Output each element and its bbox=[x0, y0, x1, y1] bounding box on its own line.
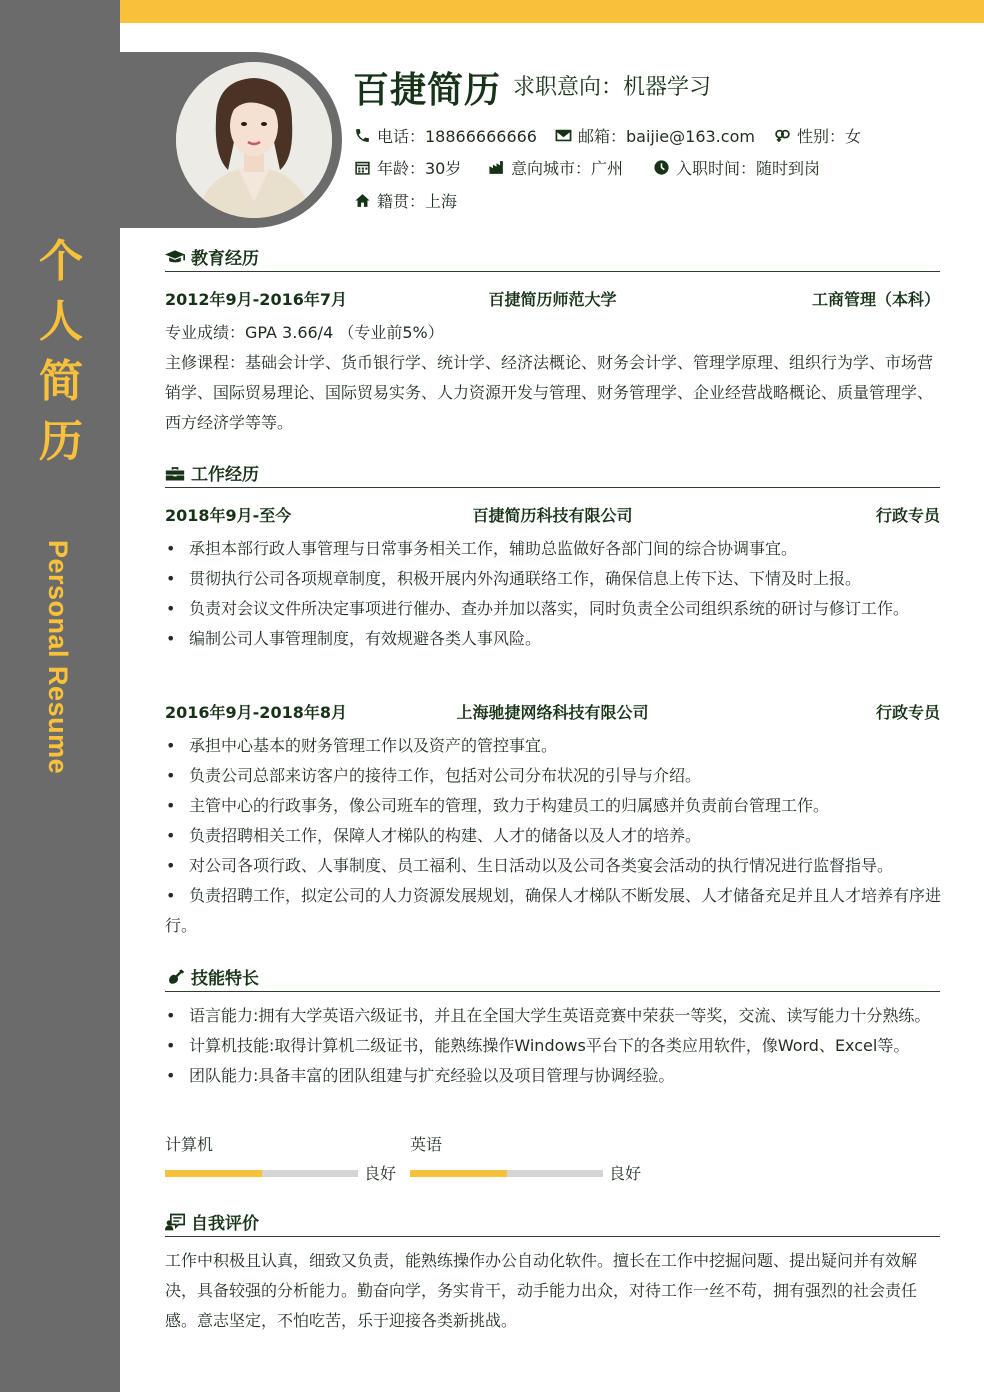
list-item: • 承担本部行政人事管理与日常事务相关工作，辅助总监做好各部门间的综合协调事宜。 bbox=[166, 539, 798, 558]
work-section-header: 工作经历 bbox=[165, 458, 940, 488]
job-company: 上海驰捷网络科技有限公司 bbox=[456, 703, 649, 722]
job-duties-list bbox=[165, 534, 941, 654]
resume-name: 百捷简历 bbox=[353, 70, 502, 111]
gender-icon bbox=[773, 127, 791, 145]
guitar-icon bbox=[165, 967, 187, 987]
job-duties-list bbox=[165, 731, 941, 941]
origin-info: 籍贯：上海 bbox=[353, 189, 457, 212]
self-eval-text: 工作中积极且认真，细致又负责，能熟练操作办公自动化软件。擅长在工作中挖掘问题、提出疑问并有效解决，具备较强的分析能力。勤奋向学，务实肯干，动手能力出众，对待工作一丝不苟，拥有强烈的社会责任感。意志坚定，不怕吃苦，乐于迎接各类新挑战。 bbox=[165, 1251, 918, 1330]
age-info: 年龄：30岁 bbox=[353, 156, 461, 179]
top-accent-bar bbox=[120, 0, 984, 23]
list-item: • 贯彻执行公司各项规章制度，积极开展内外沟通联络工作，确保信息上传下达、下情及时上报。 bbox=[166, 569, 862, 588]
list-item: • 对公司各项行政、人事制度、员工福利、生日活动以及公司各类宴会活动的执行情况进行监督指导。 bbox=[166, 856, 894, 875]
skills-list bbox=[165, 1001, 941, 1091]
skill-level-english: 良好 bbox=[609, 1164, 642, 1183]
calendar-icon bbox=[353, 159, 371, 177]
briefcase-icon bbox=[165, 463, 187, 483]
job-period: 2016年9月-2018年8月 bbox=[165, 703, 347, 722]
city-buildings-icon bbox=[487, 159, 505, 177]
list-item: • 承担中心基本的财务管理工作以及资产的管控事宜。 bbox=[166, 736, 558, 755]
sidebar-title: 个 人 简 历 bbox=[39, 236, 83, 467]
skill-bar-fill bbox=[165, 1170, 262, 1177]
phone-info: 电话：18866666666 bbox=[353, 124, 537, 147]
education-section-header: 教育经历 bbox=[165, 242, 940, 272]
graduation-cap-icon bbox=[165, 247, 187, 267]
job-row bbox=[165, 503, 940, 527]
envelope-icon bbox=[554, 127, 572, 145]
skills-section-header: 技能特长 bbox=[165, 962, 940, 992]
start-info: 入职时间：随时到岗 bbox=[652, 156, 820, 179]
email-info: 邮箱：baijie@163.com bbox=[554, 124, 755, 147]
skill-label-computer: 计算机 bbox=[165, 1135, 214, 1154]
education-gpa: 专业成绩：GPA 3.66/4 （专业前5%） bbox=[165, 323, 444, 342]
list-item: • 团队能力:具备丰富的团队组建与扩充经验以及项目管理与协调经验。 bbox=[166, 1066, 675, 1085]
education-period: 2012年9月-2016年7月 bbox=[165, 290, 347, 309]
skill-level-computer: 良好 bbox=[364, 1164, 397, 1183]
list-item: • 编制公司人事管理制度，有效规避各类人事风险。 bbox=[166, 629, 542, 648]
list-item: • 负责招聘工作，拟定公司的人力资源发展规划，确保人才梯队不断发展、人才储备充足并且人才培养有序进行。 bbox=[165, 886, 942, 935]
education-school: 百捷简历师范大学 bbox=[488, 290, 617, 309]
job-position: 行政专员 bbox=[875, 703, 940, 722]
job-company: 百捷简历科技有限公司 bbox=[472, 506, 633, 525]
sidebar-subtitle: Personal Resume bbox=[43, 540, 73, 775]
education-major: 工商管理（本科） bbox=[811, 290, 940, 309]
job-period: 2018年9月-至今 bbox=[165, 506, 292, 525]
job-position: 行政专员 bbox=[875, 506, 940, 525]
skill-label-english: 英语 bbox=[410, 1135, 443, 1154]
list-item: • 主管中心的行政事务，像公司班车的管理，致力于构建员工的归属感并负责前台管理工作。 bbox=[166, 796, 830, 815]
list-item: • 负责公司总部来访客户的接待工作，包括对公司分布状况的引导与介绍。 bbox=[166, 766, 702, 785]
list-item: • 负责对会议文件所决定事项进行催办、查办并加以落实，同时负责全公司组织系统的研讨与修订工作。 bbox=[166, 599, 910, 618]
skill-bar-computer bbox=[165, 1170, 358, 1177]
gender-info: 性别：女 bbox=[773, 124, 861, 147]
job-intent: 求职意向：机器学习 bbox=[513, 75, 712, 100]
clock-icon bbox=[652, 159, 670, 177]
list-item: • 负责招聘相关工作，保障人才梯队的构建、人才的储备以及人才的培养。 bbox=[166, 826, 702, 845]
phone-icon bbox=[353, 127, 371, 145]
list-item: • 语言能力:拥有大学英语六级证书，并且在全国大学生英语竞赛中荣获一等奖，交流、读写能力十分熟练。 bbox=[166, 1006, 931, 1025]
city-info: 意向城市：广州 bbox=[487, 156, 623, 179]
list-item: • 计算机技能:取得计算机二级证书，能熟练操作Windows平台下的各类应用软件，像Word、Excel等。 bbox=[166, 1036, 910, 1055]
profile-photo bbox=[176, 62, 332, 218]
job-row bbox=[165, 700, 940, 724]
home-icon bbox=[353, 192, 371, 210]
self-eval-section-header: 自我评价 bbox=[165, 1207, 940, 1237]
sidebar bbox=[0, 0, 120, 1392]
person-chat-icon bbox=[165, 1212, 187, 1232]
skill-bar-english bbox=[410, 1170, 603, 1177]
skill-bar-fill bbox=[410, 1170, 507, 1177]
education-courses: 主修课程：基础会计学、货币银行学、统计学、经济法概论、财务会计学、管理学原理、组织行为学、市场营销学、国际贸易理论、国际贸易实务、人力资源开发与管理、财务管理学、企业经营战略概论、质量管理学、西方经济学等等。 bbox=[165, 353, 934, 432]
education-row bbox=[165, 287, 940, 311]
